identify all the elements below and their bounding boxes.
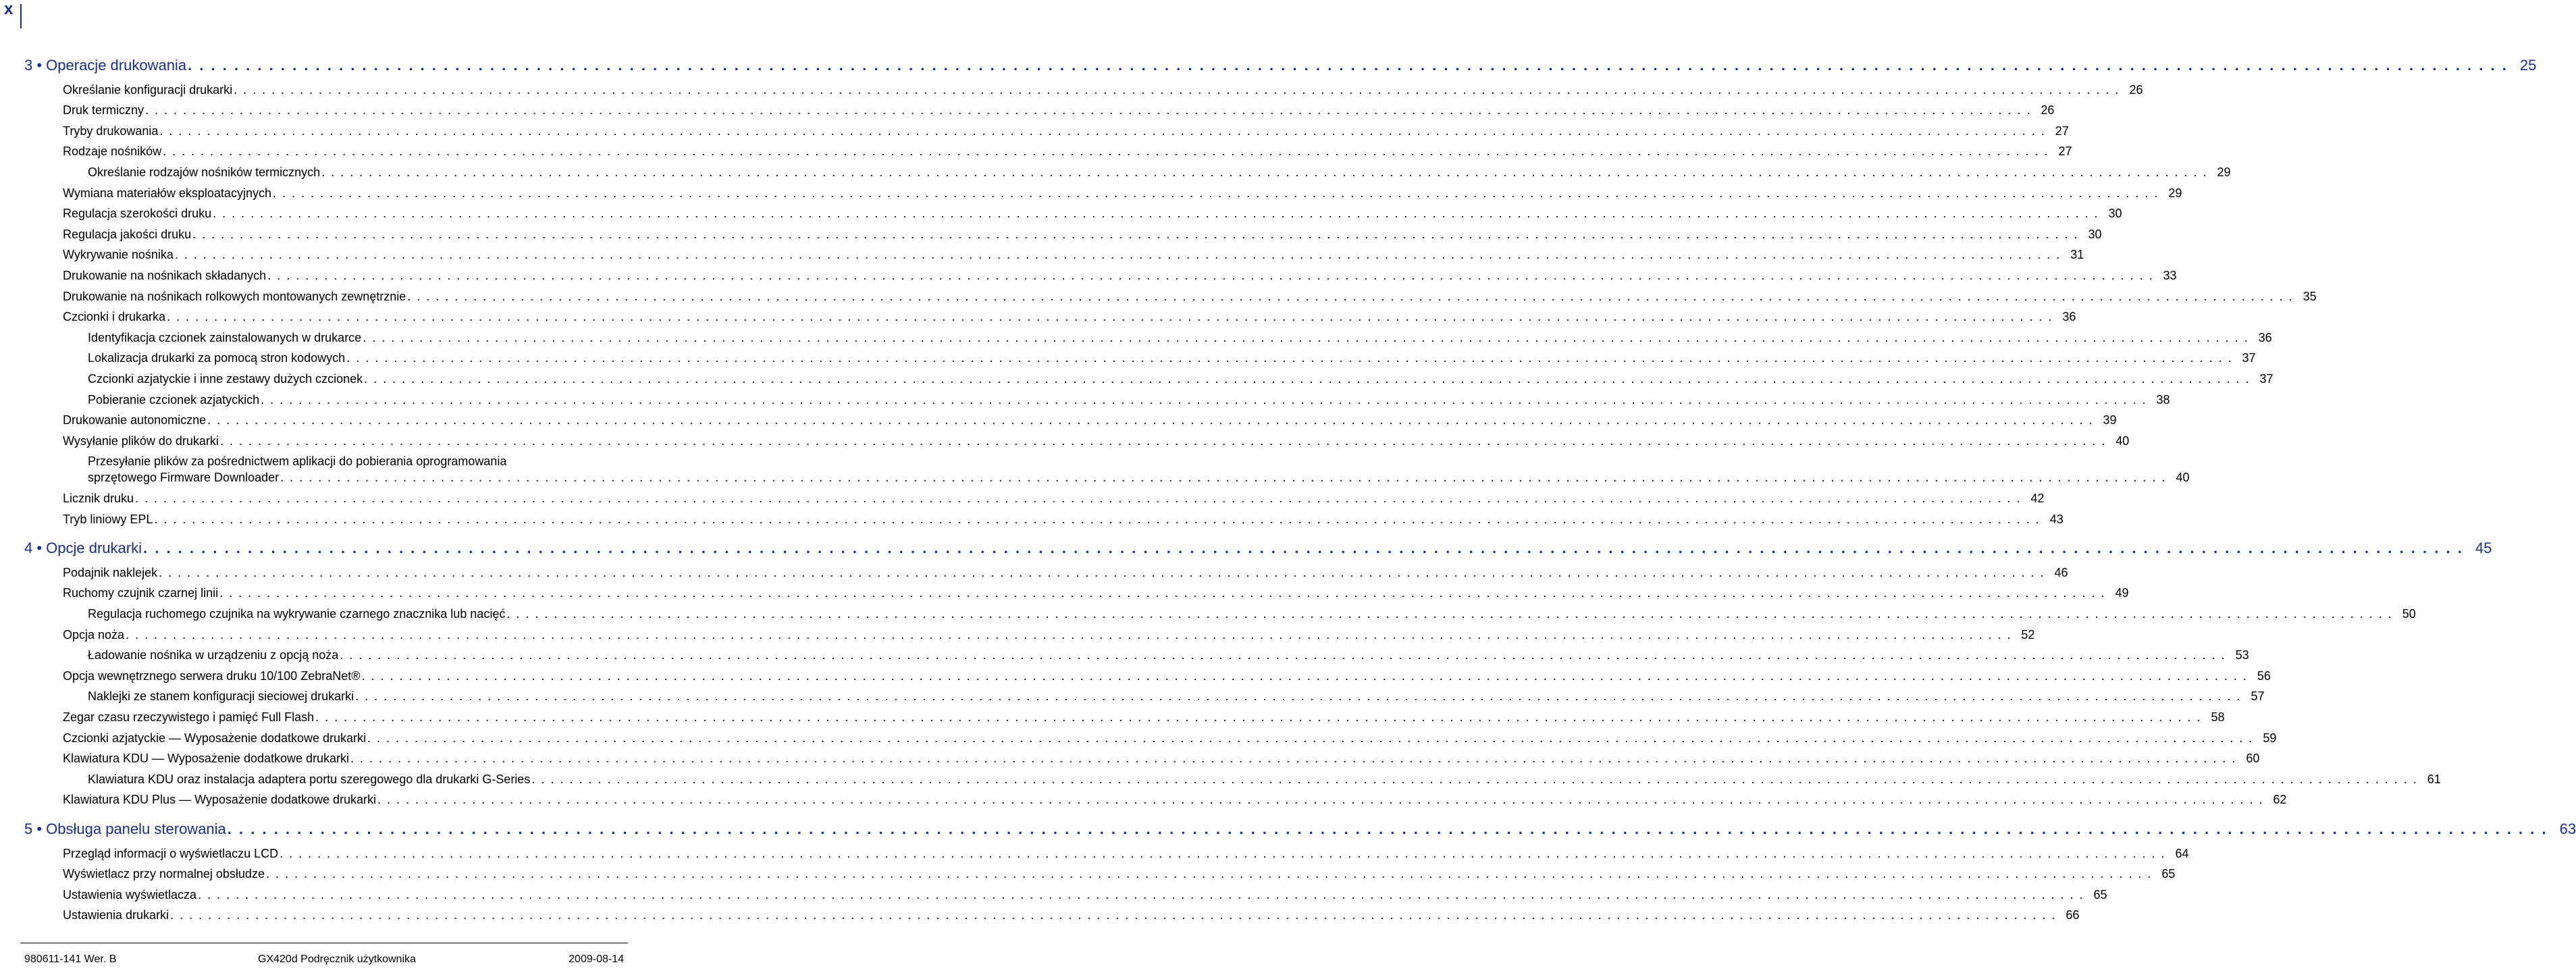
toc-chapter[interactable] bbox=[0, 57, 2537, 74]
toc-page-number: 53 bbox=[2235, 648, 2249, 662]
toc-page-number: 30 bbox=[2108, 207, 2122, 221]
toc-leader-dots: . . . . . . . . . . . . . . . . . . . . . . . . . . . . . . . . . . . . . . . . . . . . . . . . . . . . . . . . . . . . . . . . . . . . . . . . . . . . . . . . . . . . . . . . . . . . . . . . . . . . . . . . . . . . . . . . . . . . . . . . . . . . . . . . . . . . . . . . . . . . . . . . . . . . . . . . . . . . . . . . . . . . . . . . . . . . . . . . . . . . . . . . . . . . . . . . . . . . . . . . bbox=[192, 227, 2079, 241]
toc-entry-title: Regulacja ruchomego czujnika na wykrywanie czarnego znacznika lub nacięć bbox=[88, 607, 506, 621]
toc-entry-title: Regulacja szerokości druku bbox=[63, 207, 212, 221]
toc-leader-dots: . . . . . . . . . . . . . . . . . . . . . . . . . . . . . . . . . . . . . . . . . . . . . . . . . . . . . . . . . . . . . . . . . . . . . . . . . . . . . . . . . . . . . . . . . . . . . . . . . . . . . . . . . . . . . . . . . . . . . . . . . . . . . . . . . . . . . . . . . . . . . . . . . . . . . . . . . . . . . . . . . . . . . . . . . . . . . . . . . . . . . . . . . . . . . . . . . . . . . . . . bbox=[321, 165, 2208, 179]
toc-entry-title: Ruchomy czujnik czarnej linii bbox=[63, 586, 219, 600]
footer-document-number: 980611-141 Wer. B bbox=[24, 953, 117, 965]
toc-page-number: 49 bbox=[2115, 586, 2129, 600]
toc-entry-title: Druk termiczny bbox=[63, 103, 144, 117]
toc-entry-title: Naklejki ze stanem konfiguracji sieciowej drukarki bbox=[88, 689, 354, 704]
toc-entry-title: Ładowanie nośnika w urządzeniu z opcją noża bbox=[88, 648, 339, 662]
toc-entry-title: Wymiana materiałów eksploatacyjnych bbox=[63, 186, 271, 200]
toc-page-number: 33 bbox=[2163, 269, 2177, 282]
footer-date: 2009-08-14 bbox=[569, 953, 624, 965]
toc-leader-dots: . . . . . . . . . . . . . . . . . . . . . . . . . . . . . . . . . . . . . . . . . . . . . . . . . . . . . . . . . . . . . . . . . . . . . . . . . . . . . . . . . . . . . . . . . . . . . . . . . . . . . . . . . . . . . . . . . . . . . . . . . . . . . . . . . . . . . . . . . . . . . . . . . . . . . . . . . . . . . . . . . . . . . . . . . . . . . . . . . . . . . . . . . . . . . . . . . . . . . . . . bbox=[355, 689, 2242, 704]
toc-entry[interactable] bbox=[0, 289, 2317, 304]
toc-entry-title: Ustawienia wyświetlacza bbox=[63, 887, 197, 901]
toc-entry[interactable] bbox=[0, 731, 2277, 745]
toc-entry-title: Klawiatura KDU — Wyposażenie dodatkowe drukarki bbox=[63, 752, 350, 766]
toc-entry-title: Podajnik naklejek bbox=[63, 565, 158, 579]
toc-entry[interactable] bbox=[0, 186, 2182, 201]
toc-entry[interactable] bbox=[0, 413, 2117, 427]
toc-leader-dots: . . . . . . . . . . . . . . . . . . . . . . . . . . . . . . . . . . . . . . . . . . . . . . . . . . . . . . . . . . . . . . . . . . . . . . . . . . . . . . . . . . . . . . . . . . . . . . . . . . . . . . . . . . . . . . . . . . . . . . . . . . . . . . . . . . . . . . . . . . . . . . . . . . . . . . . . . . . . . . . . . . . . . . . . . . . . . . . . . . . . . . . . . . . . . . . . . . . . . . . . bbox=[261, 392, 2147, 407]
toc-entry-title: Wysyłanie plików do drukarki bbox=[63, 434, 219, 448]
toc-entry[interactable] bbox=[0, 908, 2080, 922]
toc-entry-title: Czcionki azjatyckie i inne zestawy dużych czcionek bbox=[88, 372, 363, 386]
toc-entry-title: Lokalizacja drukarki za pomocą stron kodowych bbox=[88, 351, 346, 365]
toc-leader-dots: . . . . . . . . . . . . . . . . . . . . . . . . . . . . . . . . . . . . . . . . . . . . . . . . . . . . . . . . . . . . . . . . . . . . . . . . . . . . . . . . . . . . . . . . . . . . . . . . . . . . . . . . . . . . . . . . . . . . . . . . . . . . . . . . . . . . . . . . . . . . . . . . . . . . . . . . . . . . . . . . . . . . . . . . . . . . . . . . . . . . . . . . . . . . . . . . . . . . . . . . bbox=[407, 289, 2294, 303]
toc-entry[interactable] bbox=[0, 124, 2069, 138]
toc-entry-title: Tryby drukowania bbox=[63, 124, 159, 138]
toc-entry[interactable] bbox=[0, 103, 2055, 117]
toc-page-number: 42 bbox=[2030, 492, 2045, 505]
toc-leader-dots: . . . . . . . . . . . . . . . . . . . . . . . . . . . . . . . . . . . . . . . . . . . . . . . . . . . . . . . . . . . . . . . . . . . . . . . . . . . . . . . . . . . . . . . . . . . . . . . . . . . . . . . . . . . . . . . . . . . . . . . . . . . . . . . . . . . . . . . . . . . . . . . . . . . . . . . . . . . . . . . . . . . . . . . . . . . . . . . . . . . . . . . . . . . . . . . . . . . . . . . . bbox=[145, 103, 2032, 117]
toc-leader-dots: . . . . . . . . . . . . . . . . . . . . . . . . . . . . . . . . . . . . . . . . . . . . . . . . . . . . . . . . . . . . . . . . . . . . . . . . . . . . . . . . . . . . . . . . . . . . . . . . . . . . . . . . . . . . . . . . . . . . . . . . . . . . . . . . . . . . . . . . . . . . . . . . . . . . . . . . . . . . . . . . . . . . . . . . . . . . . . . . . . . . . . . . . . . . . . . . . . . . . . . . bbox=[170, 908, 2057, 922]
toc-leader-dots: . . . . . . . . . . . . . . . . . . . . . . . . . . . . . . . . . . . . . . . . . . . . . . . . . . . . . . . . . . . . . . . . . . . . . . . . . . . . . . . . . . . . . . . . . . . . . . . . . . . . . . . . . . . . . . . . . . . . . . . . . . . . . . . . . . . . . . . . . . . . . . . . . . . . . . . . . . . . . . . . . . . . . . . . . . . . . . . . . . . . . . . . . . . . . . . . . . . . . . . . bbox=[163, 145, 2049, 159]
toc-page-number: 39 bbox=[2103, 413, 2117, 427]
toc-entry[interactable] bbox=[0, 492, 2045, 506]
toc-entry-title: Drukowanie na nośnikach rolkowych montowanych zewnętrznie bbox=[63, 289, 406, 303]
toc-page-number: 27 bbox=[2055, 124, 2069, 138]
toc-chapter-title: 5 • Obsługa panelu sterowania bbox=[24, 820, 226, 837]
toc-page-number: 40 bbox=[2115, 434, 2130, 448]
toc-leader-dots: . . . . . . . . . . . . . . . . . . . . . . . . . . . . . . . . . . . . . . . . . . . . . . . . . . . . . . . . . . . . . . . . . . . . . . . . . . . . . . . . . . . . . . . . . . . . . . . . . . . . . . . . . . . . . . . . . . . . . . . . . . . . . . . . . . . . . . . . . . . . . . . . . . . . . . . . . . . . . . . . . . . . . . . . . . . . . . . . . . . . . . . . . . . . . . . . . . . . . . . . bbox=[154, 512, 2041, 526]
toc-leader-dots: . . . . . . . . . . . . . . . . . . . . . . . . . . . . . . . . . . . . . . . . . . . . . . . . . . . . . . . . . . . . . . . . . . . . . . . . . . . . . . . . . . . . . . . . . . . . . . . . . . . . . . . . . . . . . . . . . . . . . . . . . . . . . . . . . . . . . . . . . . . . . . . . . . . . . . . . . . . . . . . . . . . . . . . . . . . . . . . . . . . . . . . . . . . . . . . . . . . . . . . . bbox=[272, 186, 2159, 200]
toc-entry-title: Wyświetlacz przy normalnej obsłudze bbox=[63, 867, 265, 881]
toc-entry-title: Czcionki azjatyckie — Wyposażenie dodatkowe drukarki bbox=[63, 731, 367, 745]
toc-entry-title: Opcja noża bbox=[63, 627, 125, 641]
toc-entry[interactable] bbox=[0, 165, 2231, 180]
toc-page-number: 35 bbox=[2303, 289, 2317, 303]
toc-leader-dots: . . . . . . . . . . . . . . . . . . . . . . . . . . . . . . . . . . . . . . . . . . . . . . . . . . . . . . . . . . . . . . . . . . . . . . . . . . . . . . . . . . . . . . . . . . . . . . . . . . . . . . . . . . . . . . . . . . . . . . . . . . . . . . . . . . . . . . . . . . . . . . . . . . . . . . . . . . . . . . . . . . . . . . . . . . . . . . . . . . . . . . . . . . . . . . . . . . . . . . . . bbox=[346, 351, 2233, 365]
toc-entry-title: Identyfikacja czcionek zainstalowanych w drukarce bbox=[88, 330, 362, 344]
toc-entry[interactable] bbox=[0, 565, 2068, 580]
toc-page-number: 26 bbox=[2129, 82, 2143, 97]
toc-leader-dots: . . . . . . . . . . . . . . . . . . . . . . . . . . . . . . . . . . . . . . . . . . . . . . . . . . . . . . . . . . . . . . . . . . . . . . . . . . . . . . . . . . . . . . . . . . . . . . . . . . . . . . . . . . . . . . . . . . . . . . . . . . . . . . . . . . . . . . . . . . . . . . . . . . . . . . . . . . . . . . . . . . . . . . . . . . . . . . . . . . . . . . . . . . . . . . . . . . . . . . . . bbox=[363, 330, 2249, 344]
toc-entry-continuation[interactable] bbox=[0, 471, 2190, 485]
toc-chapter-title: 4 • Opcje drukarki bbox=[24, 540, 142, 557]
toc-leader-dots: . . . . . . . . . . . . . . . . . . . . . . . . . . . . . . . . . . . . . . . . . . . . . . . . . . . . . . . . . . . . . . . . . . . . . . . . . . . . . . . . . . . . . . . . . . . . . . . . . . . . . . . . . . . . . . . . . . . . . . . . . . . . . . . . . . . . . . . . . . . . . . . . . . . . . . . . . . . . . . . . . . . . . . . . . . . . . . . . . . . . . . . . . . . . . . . . . . . . . . . . bbox=[267, 269, 2154, 282]
toc-page-number: 27 bbox=[2058, 145, 2072, 159]
toc-page-number: 45 bbox=[2475, 540, 2492, 557]
toc-leader-dots: . . . . . . . . . . . . . . . . . . . . . . . . . . . . . . . . . . . . . . . . . . . . . . . . . . . . . . . . . . . . . . . . . . . . . . . . . . . . . . . . . . . . . . . . . . . . . . . . . . . . . . . . . . . . . . . . . . . . . . . . . . . . . . . . . . . . . . . . . . . . . . . . . . . . . . . . . . . . . . . . . . . . . . . . . . . . . . . . . . . . . . . . . . . . . . . . . . . . . . . . bbox=[350, 752, 2237, 766]
toc-entry[interactable] bbox=[0, 248, 2084, 262]
toc-entry[interactable] bbox=[0, 607, 2416, 621]
toc-entry[interactable] bbox=[0, 310, 2076, 324]
toc-leader-dots: . . . . . . . . . . . . . . . . . . . . . . . . . . . . . . . . . . . . . . . . . . . . . . . . . . . . . . . . . . . . . . . . . . . . . . . . . . . . . . . . . . . . . . . . . . . . . . . . . . . . . . . . . . . . . . . . . . . . . . . . . . . . . . . . . . . . . . . . . . . . . . . . . . . . . . . . . . . . . . . . . . . . . . . . . . . . . . . . . . . . . . . . . . . . . . . . . . . . . . . . bbox=[167, 310, 2053, 324]
toc-page-number: 66 bbox=[2066, 908, 2080, 922]
toc-entry[interactable] bbox=[0, 586, 2129, 600]
toc-entry-title: Klawiatura KDU oraz instalacja adaptera portu szeregowego dla drukarki G-Series bbox=[88, 772, 531, 786]
toc-entry[interactable] bbox=[0, 207, 2122, 221]
toc-leader-dots: . . . . . . . . . . . . . . . . . . . . . . . . . . . . . . . . . . . . . . . . . . . . . . . . . . . . . . . . . . . . . . . . . . . . . . . . . . . . . . . . . . . . . . . . . . . . . . . . . . . . . . . . . . . . . . . . . . . . . . . . . . . . . . . . . . . . . . . . . . . . . . . . . . . . . . . . . . . . . . . . . . . . . . . . . . . . . . . . . . . . . . . . . . . . . . . . . . . . . . . . bbox=[531, 772, 2418, 786]
toc-leader-dots: . . . . . . . . . . . . . . . . . . . . . . . . . . . . . . . . . . . . . . . . . . . . . . . . . . . . . . . . . . . . . . . . . . . . . . . . . . . . . . . . . . . . . . . . . . . . . . . . . . . . . . . . . . . . . . . . . . . . . . . . . . . . . . . . . . . . . . . . . . . . . . . . . . . . . . . . . . . . . . . . . . . . . . . . . . . . . . . . . . . . . . . . . . . . . . . . . . . . . . . . bbox=[280, 846, 2166, 860]
toc-entry-title: Drukowanie na nośnikach składanych bbox=[63, 269, 267, 282]
toc-entry[interactable] bbox=[0, 867, 2176, 881]
toc-entry[interactable] bbox=[0, 434, 2130, 448]
toc-entry-title: Przesyłanie plików za pośrednictwem aplikacji do pobierania oprogramowania bbox=[88, 454, 507, 469]
toc-entry[interactable] bbox=[0, 351, 2256, 365]
toc-leader-dots: . . . . . . . . . . . . . . . . . . . . . . . . . . . . . . . . . . . . . . . . . . . . . . . . . . . . . . . . . . . . . . . . . . . . . . . . . . . . . . . . . . . . . . . . . . . . . . . . . . . . . . . . . . . . . . . . . . . . . . . . . . . . . . . . . . . . . . . . . . . . . . . . . . . . . . . . . . . . . . . . . . . . . . . . . . . . . . . . . . . . . . . . . . . . . . . . . . . . . . . . bbox=[219, 586, 2106, 600]
toc-entry-title: Ustawienia drukarki bbox=[63, 908, 169, 922]
toc-entry-title: Określanie rodzajów nośników termicznych bbox=[88, 165, 321, 179]
toc-entry[interactable] bbox=[0, 793, 2287, 807]
toc-page-number: 26 bbox=[2041, 103, 2055, 117]
toc-leader-dots: . . . . . . . . . . . . . . . . . . . . . . . . . . . . . . . . . . . . . . . . . . . . . . . . . . . . . . . . . . . . . . . . . . . . . . . . . . . . . . . . . . . . . . . . . . . . . . . . . . . . . . . . . . . . . . . . . . . . . . . . . . . . . . . . . . . . . . . . . . . . . . . . . . . . . . . . . . . . . . . . . . . . . . . . . . . . . . . . . . . . . . . . . . . . . . . . . . . . . . . . bbox=[361, 669, 2248, 683]
toc-page-number: 65 bbox=[2161, 867, 2176, 881]
toc-page-number: 37 bbox=[2242, 351, 2256, 365]
toc-leader-dots: . . . . . . . . . . . . . . . . . . . . . . . . . . . . . . . . . . . . . . . . . . . . . . . . . . . . . . . . . . . . . . . . . . . . . . . . . . . . . . . . . . . . . . . . . . . . . . . . . . . . . . . . . . . . . . . . . . . . . . . . . . . . . . . . . . . . . . . . . . . . . . . . . . . . . . . . . . . . . . . . . . . . . . . . . . . . . . . . . . . . . . . . . . . . . . . . . . . . . . . . bbox=[188, 57, 2508, 74]
toc-page-number: 37 bbox=[2259, 372, 2273, 386]
toc-page-number: 29 bbox=[2217, 165, 2231, 179]
toc-entry-title: Rodzaje nośników bbox=[63, 145, 162, 159]
toc-page-number: 43 bbox=[2049, 512, 2064, 526]
toc-leader-dots: . . . . . . . . . . . . . . . . . . . . . . . . . . . . . . . . . . . . . . . . . . . . . . . . . . . . . . . . . . . . . . . . . . . . . . . . . . . . . . . . . . . . . . . . . . . . . . . . . . . . . . . . . . . . . . . . . . . . . . . . . . . . . . . . . . . . . . . . . . . . . . . . . . . . . . . . . . . . . . . . . . . . . . . . . . . . . . . . . . . . . . . . . . . . . . . . . . . . . . . . bbox=[174, 248, 2061, 262]
toc-entry-title: Drukowanie autonomiczne bbox=[63, 413, 207, 427]
toc-entry-title: Opcja wewnętrznego serwera druku 10/100 ZebraNet® bbox=[63, 669, 361, 683]
toc-entry-title: Licznik druku bbox=[63, 492, 134, 505]
toc-entry[interactable] bbox=[0, 648, 2249, 662]
toc-page-number: 36 bbox=[2062, 310, 2076, 324]
toc-page-number: 46 bbox=[2054, 565, 2068, 579]
toc-entry[interactable] bbox=[0, 689, 2265, 704]
toc-leader-dots: . . . . . . . . . . . . . . . . . . . . . . . . . . . . . . . . . . . . . . . . . . . . . . . . . . . . . . . . . . . . . . . . . . . . . . . . . . . . . . . . . . . . . . . . . . . . . . . . . . . . . . . . . . . . . . . . . . . . . . . . . . . . . . . . . . . . . . . . . . . . . . . . . . . . . . . . . . . . . . . . . . . . . . . . . . . . . . . . . . . . . . . . . . . . . . . . . . . . . . . . bbox=[126, 627, 2012, 641]
toc-leader-dots: . . . . . . . . . . . . . . . . . . . . . . . . . . . . . . . . . . . . . . . . . . . . . . . . . . . . . . . . . . . . . . . . . . . . . . . . . . . . . . . . . . . . . . . . . . . . . . . . . . . . . . . . . . . . . . . . . . . . . . . . . . . . . . . . . . . . . . . . . . . . . . . . . . . . . . . . . . . . . . . . . . . . . . . . . . . . . . . . . . . . . . . . . . . . . . . . . . . . . . . . bbox=[198, 887, 2084, 901]
toc-entry[interactable] bbox=[0, 627, 2035, 642]
toc-leader-dots: . . . . . . . . . . . . . . . . . . . . . . . . . . . . . . . . . . . . . . . . . . . . . . . . . . . . . . . . . . . . . . . . . . . . . . . . . . . . . . . . . . . . . . . . . . . . . . . . . . . . . . . . . . . . . . . . . . . . . . . . . . . . . . . . . . . . . . . . . . . . . . . . . . . . . . . . . . . . . . . . . . . . . . . . . . . . . . . . . . . . . . . . . . . . . . . . . . . . . . . . bbox=[207, 413, 2094, 427]
toc-leader-dots: . . . . . . . . . . . . . . . . . . . . . . . . . . . . . . . . . . . . . . . . . . . . . . . . . . . . . . . . . . . . . . . . . . . . . . . . . . . . . . . . . . . . . . . . . . . . . . . . . . . . . . . . . . . . . . . . . . . . . . . . . . . . . . . . . . . . . . . . . . . . . . . . . . . . . . . . . . . . . . . . . . . . . . . . . . . . . . . . . . . . . . . . . . . . . . . . . . . . . . . . bbox=[340, 648, 2226, 662]
toc-page-number: 40 bbox=[2176, 471, 2190, 485]
toc-entry-title: Określanie konfiguracji drukarki bbox=[63, 82, 233, 97]
toc-leader-dots: . . . . . . . . . . . . . . . . . . . . . . . . . . . . . . . . . . . . . . . . . . . . . . . . . . . . . . . . . . . . . . . . . . . . . . . . . . . . . . . . . . . . . . . . . . . . . . . . . . . . . . . . . . . . . . . . . . . . . . . . . . . . . . . . . . . . . . . . . . . . . . . . . . . . . . . . . . . . . . . . . . . . . . . . . . . . . . . . . . . . . . . . . . . . . . . . . . . . . . . . bbox=[367, 731, 2254, 745]
toc-entry[interactable] bbox=[0, 512, 2064, 527]
toc-page-number: 59 bbox=[2263, 731, 2277, 745]
toc-entry[interactable] bbox=[0, 710, 2225, 725]
toc-leader-dots: . . . . . . . . . . . . . . . . . . . . . . . . . . . . . . . . . . . . . . . . . . . . . . . . . . . . . . . . . . . . . . . . . . . . . . . . . . . . . . . . . . . . . . . . . . . . . . . . . . . . . . . . . . . . . . . . . . . . . . . . . . . . . . . . . . . . . . . . . . . . . . . . . . . . . . . . . . . . . . . . . . . . . . . . . . . . . . . . . . . . . . . . . . . . . . . . . . . . . . . . bbox=[364, 372, 2251, 386]
toc-entry[interactable] bbox=[0, 887, 2107, 902]
toc-page-number: 38 bbox=[2156, 392, 2170, 407]
toc-page-number: 62 bbox=[2273, 793, 2287, 807]
toc-leader-dots: . . . . . . . . . . . . . . . . . . . . . . . . . . . . . . . . . . . . . . . . . . . . . . . . . . . . . . . . . . . . . . . . . . . . . . . . . . . . . . . . . . . . . . . . . . . . . . . . . . . . . . . . . . . . . . . . . . . . . . . . . . . . . . . . . . . . . . . . . . . . . . . . . . . . . . . . . . . . . . . . . . . . . . . . . . . . . . . . . . . . . . . . . . . . . . . . . . . . . . . . bbox=[219, 434, 2107, 448]
toc-entry-title: Pobieranie czcionek azjatyckich bbox=[88, 392, 260, 407]
toc-page-number: 65 bbox=[2093, 887, 2107, 901]
toc-leader-dots: . . . . . . . . . . . . . . . . . . . . . . . . . . . . . . . . . . . . . . . . . . . . . . . . . . . . . . . . . . . . . . . . . . . . . . . . . . . . . . . . . . . . . . . . . . . . . . . . . . . . . . . . . . . . . . . . . . . . . . . . . . . . . . . . . . . . . . . . . . . . . . . . . . . . . . . . . . . . . . . . . . . . . . . . . . . . . . . . . . . . . . . . . . . . . . . . . . . . . . . . bbox=[234, 82, 2120, 97]
toc-entry-title: Zegar czasu rzeczywistego i pamięć Full Flash bbox=[63, 710, 315, 724]
toc-page-number: 29 bbox=[2168, 186, 2182, 200]
toc-leader-dots: . . . . . . . . . . . . . . . . . . . . . . . . . . . . . . . . . . . . . . . . . . . . . . . . . . . . . . . . . . . . . . . . . . . . . . . . . . . . . . . . . . . . . . . . . . . . . . . . . . . . . . . . . . . . . . . . . . . . . . . . . . . . . . . . . . . . . . . . . . . . . . . . . . . . . . . . . . . . . . . . . . . . . . . . . . . . . . . . . . . . . . . . . . . . . . . . . . . . . . . . bbox=[159, 124, 2046, 138]
toc-entry-title: Czcionki i drukarka bbox=[63, 310, 166, 324]
toc-page-number: 30 bbox=[2088, 227, 2102, 241]
toc-entry[interactable] bbox=[0, 772, 2441, 787]
toc-page-number: 56 bbox=[2257, 669, 2271, 683]
toc-entry[interactable] bbox=[0, 330, 2272, 345]
toc-page-number: 64 bbox=[2175, 846, 2189, 860]
toc-leader-dots: . . . . . . . . . . . . . . . . . . . . . . . . . . . . . . . . . . . . . . . . . . . . . . . . . . . . . . . . . . . . . . . . . . . . . . . . . . . . . . . . . . . . . . . . . . . . . . . . . . . . . . . . . . . . . . . . . . . . . . . . . . . . . . . . . . . . . . . . . . . . . . . . . . . . . . . . . . . . . . . . . . . . . . . . . . . . . . . . . . . . . . . . . . . . . . . . . . . . . . . . bbox=[135, 492, 2022, 505]
toc-entry[interactable] bbox=[0, 82, 2143, 97]
toc-entry-title: Regulacja jakości druku bbox=[63, 227, 192, 241]
toc-page-number: 63 bbox=[2559, 820, 2576, 837]
toc-entry-title: Klawiatura KDU Plus — Wyposażenie dodatkowe drukarki bbox=[63, 793, 377, 807]
toc-chapter-title: 3 • Operacje drukowania bbox=[24, 57, 187, 74]
toc-leader-dots: . . . . . . . . . . . . . . . . . . . . . . . . . . . . . . . . . . . . . . . . . . . . . . . . . . . . . . . . . . . . . . . . . . . . . . . . . . . . . . . . . . . . . . . . . . . . . . . . . . . . . . . . . . . . . . . . . . . . . . . . . . . . . . . . . . . . . . . . . . . . . . . . . . . . . . . . . . . . . . . . . . . . . . . . . . . . . . . . . . . . . . . . . . . . . . . . . . . . . . . . bbox=[227, 820, 2548, 837]
toc-entry[interactable] bbox=[0, 669, 2271, 683]
toc-page-number: 25 bbox=[2519, 57, 2537, 74]
toc-chapter[interactable] bbox=[0, 820, 2576, 838]
toc-entry[interactable] bbox=[0, 752, 2260, 766]
toc-page-number: 60 bbox=[2246, 752, 2260, 766]
toc-entry[interactable] bbox=[0, 227, 2102, 242]
footer-manual-title: GX420d Podręcznik użytkownika bbox=[258, 953, 416, 965]
toc-leader-dots: . . . . . . . . . . . . . . . . . . . . . . . . . . . . . . . . . . . . . . . . . . . . . . . . . . . . . . . . . . . . . . . . . . . . . . . . . . . . . . . . . . . . . . . . . . . . . . . . . . . . . . . . . . . . . . . . . . . . . . . . . . . . . . . . . . . . . . . . . . . . . . . . . . . . . . . . . . . . . . . . . . . . . . . . . . . . . . . . . . . . . . . . . . . . . . . . . . . . . . . . bbox=[315, 710, 2202, 724]
toc-entry[interactable] bbox=[0, 392, 2170, 407]
header-rule bbox=[20, 4, 22, 28]
toc-page-number: 31 bbox=[2070, 248, 2084, 262]
toc-page-number: 50 bbox=[2402, 607, 2416, 621]
toc-leader-dots: . . . . . . . . . . . . . . . . . . . . . . . . . . . . . . . . . . . . . . . . . . . . . . . . . . . . . . . . . . . . . . . . . . . . . . . . . . . . . . . . . . . . . . . . . . . . . . . . . . . . . . . . . . . . . . . . . . . . . . . . . . . . . . . . . . . . . . . . . . . . . . . . . . . . . . . . . . . . . . . . . . . . . . . . . . . . . . . . . . . . . . . . . . . . . . . . . . . . . . . . bbox=[159, 565, 2045, 579]
toc-leader-dots: . . . . . . . . . . . . . . . . . . . . . . . . . . . . . . . . . . . . . . . . . . . . . . . . . . . . . . . . . . . . . . . . . . . . . . . . . . . . . . . . . . . . . . . . . . . . . . . . . . . . . . . . . . . . . . . . . . . . . . . . . . . . . . . . . . . . . . . . . . . . . . . . . . . . . . . . . . . . . . . . . . . . . . . . . . . . . . . . . . . . . . . . . . . . . . . . . . . . . . . . bbox=[143, 540, 2464, 557]
toc-entry-title: Wykrywanie nośnika bbox=[63, 248, 174, 262]
toc-entry[interactable] bbox=[0, 846, 2189, 861]
header-mark: x bbox=[4, 0, 14, 18]
toc-entry[interactable] bbox=[0, 145, 2072, 159]
toc-entry-title: Tryb liniowy EPL bbox=[63, 512, 153, 526]
toc-leader-dots: . . . . . . . . . . . . . . . . . . . . . . . . . . . . . . . . . . . . . . . . . . . . . . . . . . . . . . . . . . . . . . . . . . . . . . . . . . . . . . . . . . . . . . . . . . . . . . . . . . . . . . . . . . . . . . . . . . . . . . . . . . . . . . . . . . . . . . . . . . . . . . . . . . . . . . . . . . . . . . . . . . . . . . . . . . . . . . . . . . . . . . . . . . . . . . . . . . . . . . . . bbox=[506, 607, 2393, 621]
toc-page-number: 36 bbox=[2258, 330, 2272, 344]
toc-entry-title: sprzętowego Firmware Downloader bbox=[88, 471, 280, 485]
toc-entry[interactable] bbox=[0, 269, 2177, 283]
toc-page-number: 52 bbox=[2021, 627, 2035, 641]
toc-entry-title: Przegląd informacji o wyświetlaczu LCD bbox=[63, 846, 279, 860]
toc-page-number: 61 bbox=[2427, 772, 2441, 786]
toc-leader-dots: . . . . . . . . . . . . . . . . . . . . . . . . . . . . . . . . . . . . . . . . . . . . . . . . . . . . . . . . . . . . . . . . . . . . . . . . . . . . . . . . . . . . . . . . . . . . . . . . . . . . . . . . . . . . . . . . . . . . . . . . . . . . . . . . . . . . . . . . . . . . . . . . . . . . . . . . . . . . . . . . . . . . . . . . . . . . . . . . . . . . . . . . . . . . . . . . . . . . . . . . bbox=[213, 207, 2099, 221]
toc-page-number: 57 bbox=[2251, 689, 2265, 704]
toc-page-number: 58 bbox=[2211, 710, 2225, 724]
toc-entry[interactable] bbox=[0, 372, 2273, 386]
toc-chapter[interactable] bbox=[0, 540, 2492, 557]
toc-entry[interactable] bbox=[0, 454, 648, 469]
toc-leader-dots: . . . . . . . . . . . . . . . . . . . . . . . . . . . . . . . . . . . . . . . . . . . . . . . . . . . . . . . . . . . . . . . . . . . . . . . . . . . . . . . . . . . . . . . . . . . . . . . . . . . . . . . . . . . . . . . . . . . . . . . . . . . . . . . . . . . . . . . . . . . . . . . . . . . . . . . . . . . . . . . . . . . . . . . . . . . . . . . . . . . . . . . . . . . . . . . . . . . . . . . . bbox=[377, 793, 2264, 807]
toc-leader-dots: . . . . . . . . . . . . . . . . . . . . . . . . . . . . . . . . . . . . . . . . . . . . . . . . . . . . . . . . . . . . . . . . . . . . . . . . . . . . . . . . . . . . . . . . . . . . . . . . . . . . . . . . . . . . . . . . . . . . . . . . . . . . . . . . . . . . . . . . . . . . . . . . . . . . . . . . . . . . . . . . . . . . . . . . . . . . . . . . . . . . . . . . . . . . . . . . . . . . . . . . bbox=[265, 867, 2153, 881]
toc-leader-dots: . . . . . . . . . . . . . . . . . . . . . . . . . . . . . . . . . . . . . . . . . . . . . . . . . . . . . . . . . . . . . . . . . . . . . . . . . . . . . . . . . . . . . . . . . . . . . . . . . . . . . . . . . . . . . . . . . . . . . . . . . . . . . . . . . . . . . . . . . . . . . . . . . . . . . . . . . . . . . . . . . . . . . . . . . . . . . . . . . . . . . . . . . . . . . . . . . . . . . . . . bbox=[280, 471, 2167, 485]
